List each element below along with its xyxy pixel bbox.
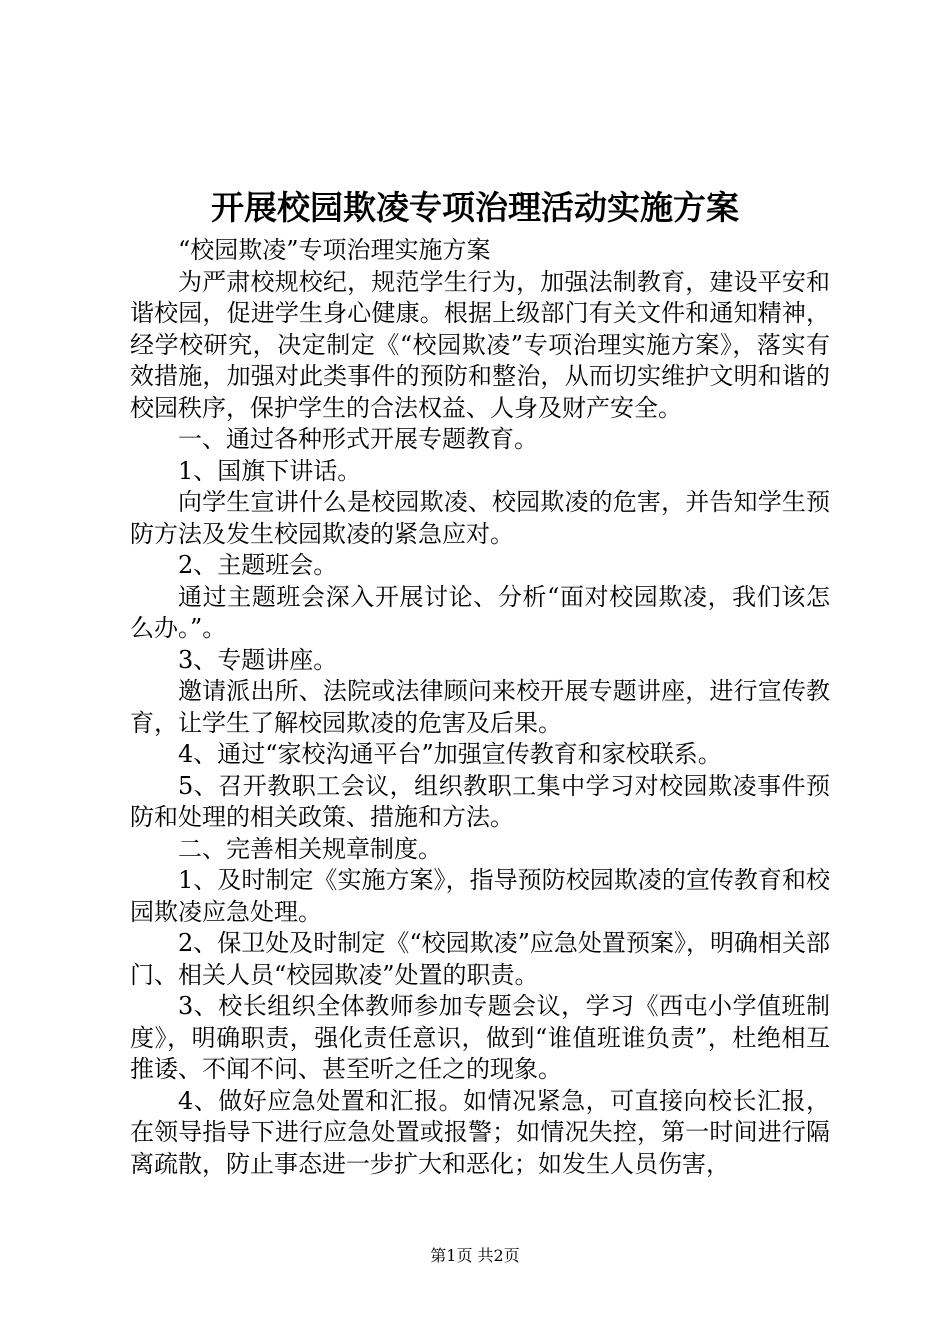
list-item: 4、通过“家校沟通平台”加强宣传教育和家校联系。 xyxy=(178,740,722,768)
list-item-heading: 3、专题讲座。 xyxy=(178,645,338,674)
list-item-heading: 2、主题班会。 xyxy=(178,551,338,579)
list-item: 5、召开教职工会议，组织教职工集中学习对校园欺凌事件预防和处理的相关政策、措施和方法。 xyxy=(130,771,830,831)
list-item: 3、校长组织全体教师参加专题会议，学习《西屯小学值班制度》，明确职责，强化责任意识，做到“谁值班谁负责”，杜绝相互推诿、不闻不问、甚至听之任之的现象。 xyxy=(130,992,830,1083)
document-body xyxy=(130,235,830,1180)
paragraph: 向学生宣讲什么是校园欺凌、校园欺凌的危害，并告知学生预防方法及发生校园欺凌的紧急应对。 xyxy=(130,488,830,548)
section-heading-2: 二、完善相关规章制度。 xyxy=(178,834,442,863)
document-title: 开展校园欺凌专项治理活动实施方案 xyxy=(211,188,739,227)
paragraph: 邀请派出所、法院或法律顾问来校开展专题讲座，进行宣传教育，让学生了解校园欺凌的危害及后果。 xyxy=(130,677,830,737)
list-item: 2、保卫处及时制定《“校园欺凌”应急处置预案》，明确相关部门、相关人员“校园欺凌”处置的职责。 xyxy=(130,929,830,989)
page-footer: 第1页 共2页 xyxy=(430,1246,520,1265)
paragraph-subtitle: “校园欺凌”专项治理实施方案 xyxy=(178,236,491,264)
paragraph: 通过主题班会深入开展讨论、分析“面对校园欺凌，我们该怎么办。”。 xyxy=(130,582,830,642)
list-item-heading: 1、国旗下讲话。 xyxy=(178,456,362,485)
list-item: 4、做好应急处置和汇报。如情况紧急，可直接向校长汇报，在领导指导下进行应急处置或报警；如情况失控，第一时间进行隔离疏散，防止事态进一步扩大和恶化；如发生人员伤害， xyxy=(130,1086,830,1178)
section-heading-1: 一、通过各种形式开展专题教育。 xyxy=(178,425,538,453)
paragraph-intro: 为严肃校规校纪，规范学生行为，加强法制教育，建设平安和谐校园，促进学生身心健康。根据上级部门有关文件和通知精神，经学校研究，决定制定《“校园欺凌”专项治理实施方案》，落实有效措施，加强对此类事件的预防和整治，从而切实维护文明和谐的校园秩序，保护学生的合法权益、人身及财产安全。 xyxy=(130,267,830,422)
list-item: 1、及时制定《实施方案》，指导预防校园欺凌的宣传教育和校园欺凌应急处理。 xyxy=(130,866,830,926)
